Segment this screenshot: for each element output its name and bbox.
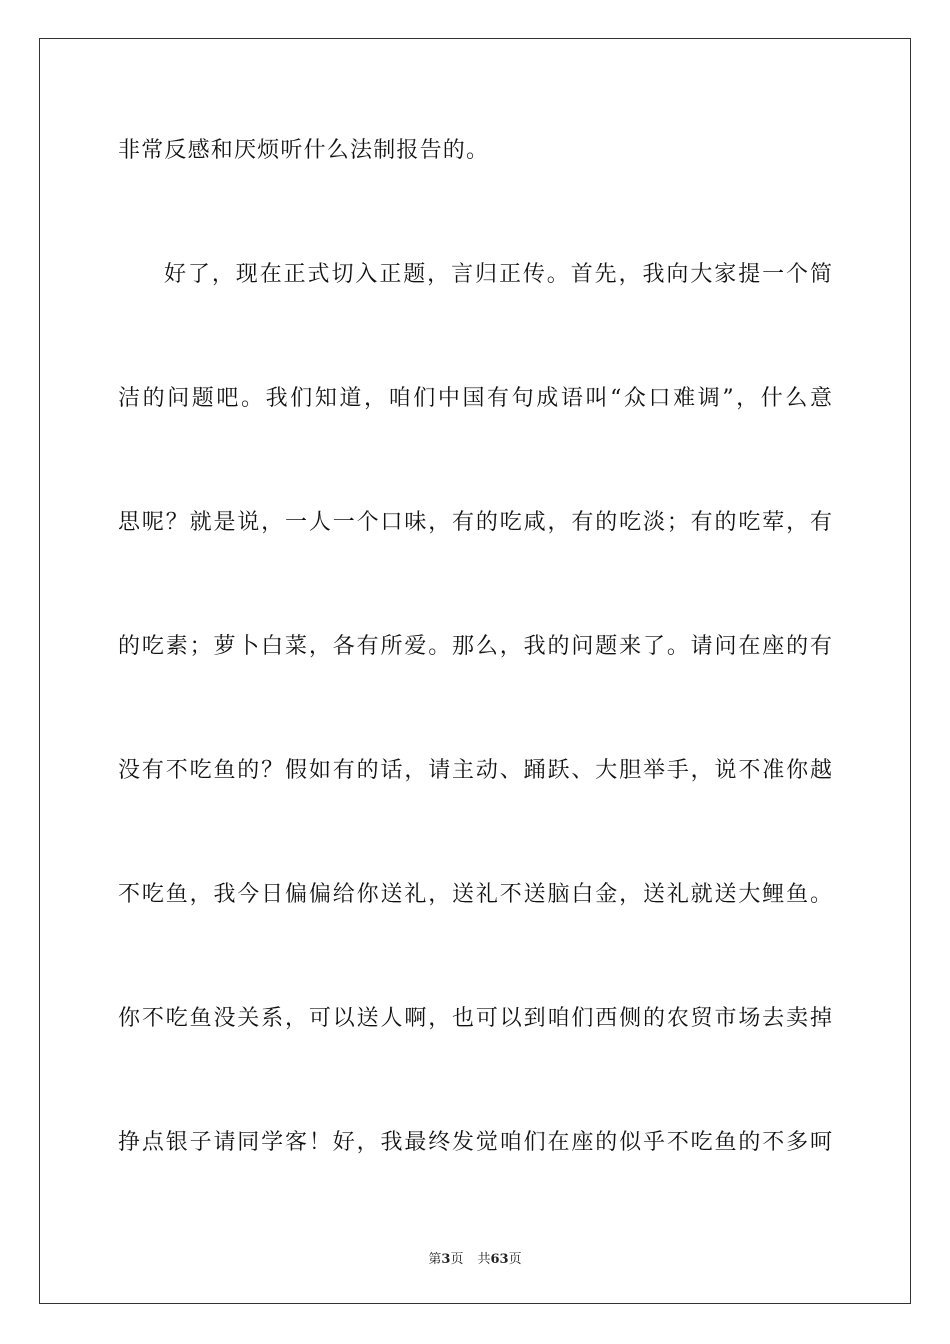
text-line-2: 好了，现在正式切入正题，言归正传。首先，我向大家提一个简 [164, 262, 832, 287]
text-line-5: 的吃素；萝卜白菜，各有所爱。那么，我的问题来了。请问在座的有 [118, 634, 832, 659]
text-line-7: 不吃鱼，我今日偏偏给你送礼，送礼不送脑白金，送礼就送大鲤鱼。 [118, 882, 832, 907]
footer-total-prefix: 共 [477, 1252, 491, 1267]
page-border [39, 38, 911, 1304]
text-line-9: 挣点银子请同学客！好，我最终发觉咱们在座的似乎不吃鱼的不多呵 [118, 1130, 832, 1155]
text-line-6: 没有不吃鱼的？假如有的话，请主动、踊跃、大胆举手，说不准你越 [118, 758, 832, 783]
text-line-8: 你不吃鱼没关系，可以送人啊，也可以到咱们西侧的农贸市场去卖掉 [118, 1006, 832, 1031]
text-line-3: 洁的问题吧。我们知道，咱们中国有句成语叫“众口难调”，什么意 [118, 386, 832, 411]
footer-page-suffix: 页 [450, 1252, 464, 1267]
footer-total-suffix: 页 [508, 1252, 522, 1267]
text-line-4: 思呢？就是说，一人一个口味，有的吃咸，有的吃淡；有的吃荤，有 [118, 510, 832, 535]
footer-page-number: 3 [441, 1252, 451, 1267]
footer-page-prefix: 第 [428, 1252, 442, 1267]
text-line-1: 非常反感和厌烦听什么法制报告的。 [118, 138, 490, 163]
footer-total-pages: 63 [490, 1252, 509, 1267]
page-footer [0, 1248, 950, 1267]
